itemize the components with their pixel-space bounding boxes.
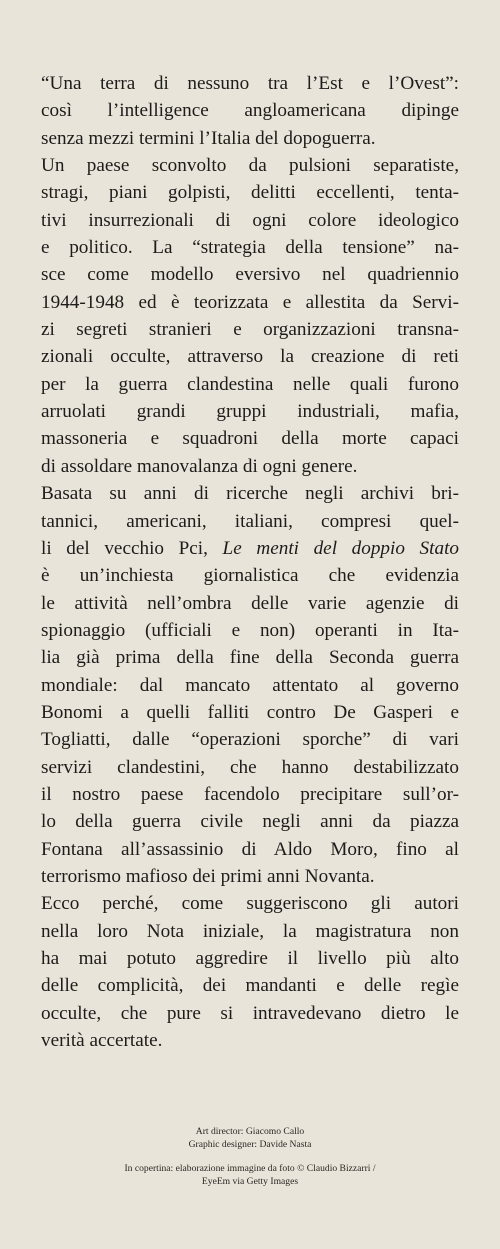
- blurb-line: [41, 234, 459, 261]
- blurb-line: [41, 125, 459, 152]
- blurb-text-run: occulte, che pure si intravedevano dietro le: [41, 1002, 459, 1024]
- art-director-credit: Art director: Giacomo Callo: [195, 1126, 305, 1137]
- blurb-text-run: servizi clandestini, che hanno destabilizzato: [41, 756, 459, 778]
- blurb-text-run: e politico. La “strategia della tensione” na-: [41, 237, 459, 259]
- blurb-text-run: mondiale: dal mancato attentato al governo: [41, 674, 459, 696]
- blurb-text-run: è un’inchiesta giornalistica che evidenzia: [41, 565, 459, 587]
- blurb-text-run: Fontana all’assassinio di Aldo Moro, fino al: [41, 838, 459, 860]
- blurb-line: [41, 261, 459, 288]
- blurb-line: [41, 890, 459, 917]
- blurb-line: [41, 863, 459, 890]
- blurb-text-run: le attività nell’ombra delle varie agenzie di: [41, 592, 459, 614]
- cover-credit-line: EyeEm via Getty Images: [201, 1176, 299, 1187]
- blurb-text-run: verità accertate.: [41, 1030, 163, 1052]
- blurb-line: [41, 480, 459, 507]
- blurb-line: [41, 617, 459, 644]
- blurb-text-run: delle complicità, dei mandanti e delle regìe: [41, 975, 459, 997]
- blurb-text-run: lo della guerra civile negli anni da piazza: [41, 811, 459, 833]
- blurb-text-run: lia già prima della fine della Seconda guerra: [41, 647, 459, 669]
- blurb-text-run: Bonomi a quelli falliti contro De Gasperi e: [41, 701, 459, 723]
- staff-credits: [0, 1125, 500, 1151]
- blurb-line: [41, 644, 459, 671]
- cover-credits: [0, 1162, 500, 1188]
- blurb-text-run: stragi, piani golpisti, delitti eccellenti, tenta-: [41, 182, 459, 204]
- blurb-line: [41, 453, 459, 480]
- blurb-line: [41, 562, 459, 589]
- blurb-line: [41, 836, 459, 863]
- blurb-line: [41, 918, 459, 945]
- blurb-text-run: zi segreti stranieri e organizzazioni transna-: [41, 319, 459, 341]
- blurb-text-run: spionaggio (ufficiali e non) operanti in Ita-: [41, 619, 459, 641]
- blurb-line: [41, 972, 459, 999]
- blurb-text-run: di assoldare manovalanza di ogni genere.: [41, 455, 358, 477]
- blurb-line: [41, 343, 459, 370]
- blurb-line: [41, 699, 459, 726]
- blurb-text-run: sce come modello eversivo nel quadriennio: [41, 264, 459, 286]
- blurb-line: [41, 726, 459, 753]
- blurb-text-run: nella loro Nota iniziale, la magistratura non: [41, 920, 459, 942]
- blurb-text-run: tannici, americani, italiani, compresi quel-: [41, 510, 459, 532]
- blurb-line: [41, 672, 459, 699]
- blurb-line: [41, 371, 459, 398]
- book-title: Le menti del doppio Stato: [222, 537, 459, 559]
- blurb-text-run: Basata su anni di ricerche negli archivi bri-: [41, 483, 459, 505]
- blurb-line: [41, 70, 459, 97]
- blurb-text-run: Un paese sconvolto da pulsioni separatiste,: [41, 155, 459, 177]
- blurb-line: [41, 508, 459, 535]
- blurb-line: [41, 289, 459, 316]
- blurb-text-run: li del vecchio Pci,: [41, 537, 223, 559]
- blurb-line: [41, 207, 459, 234]
- blurb-line: [41, 179, 459, 206]
- blurb-text-run: arruolati grandi gruppi industriali, mafia,: [41, 401, 459, 423]
- blurb-line: [41, 1000, 459, 1027]
- blurb-text-run: il nostro paese facendolo precipitare sull’or-: [41, 783, 459, 805]
- blurb-text-run: 1944-1948 ed è teorizzata e allestita da Servi-: [41, 291, 459, 313]
- blurb-text-run: zionali occulte, attraverso la creazione di reti: [41, 346, 459, 368]
- blurb-text-run: “Una terra di nessuno tra l’Est e l’Ovest”:: [41, 73, 459, 94]
- blurb-text-run: Ecco perché, come suggeriscono gli autori: [41, 893, 459, 915]
- blurb-line: [41, 425, 459, 452]
- blurb-line: [41, 316, 459, 343]
- blurb-text-run: Togliatti, dalle “operazioni sporche” di vari: [41, 729, 459, 751]
- blurb-text-run: così l’intelligence angloamericana dipinge: [41, 100, 459, 122]
- blurb-line: [41, 97, 459, 124]
- blurb-text-run: senza mezzi termini l’Italia del dopoguerra.: [41, 127, 376, 149]
- graphic-designer-credit: Graphic designer: Davide Nasta: [188, 1139, 312, 1150]
- blurb-line: [41, 152, 459, 179]
- blurb-text-run: ha mai potuto aggredire il livello più alto: [41, 948, 459, 969]
- cover-credit-line: In copertina: elaborazione immagine da foto © Claudio Bizzarri /: [124, 1163, 376, 1174]
- blurb-text-run: terrorismo mafioso dei primi anni Novanta.: [41, 865, 375, 887]
- blurb-line: [41, 781, 459, 808]
- blurb-line: [41, 754, 459, 781]
- blurb-line: [41, 945, 459, 972]
- blurb-text-run: per la guerra clandestina nelle quali furono: [41, 373, 459, 395]
- blurb-line: [41, 590, 459, 617]
- blurb-line: [41, 808, 459, 835]
- blurb-line: [41, 398, 459, 425]
- blurb-text: [41, 70, 459, 1054]
- blurb-line: [41, 1027, 459, 1054]
- blurb-text-run: tivi insurrezionali di ogni colore ideologico: [41, 209, 459, 231]
- blurb-text-run: massoneria e squadroni della morte capaci: [41, 428, 459, 450]
- blurb-line: [41, 535, 459, 562]
